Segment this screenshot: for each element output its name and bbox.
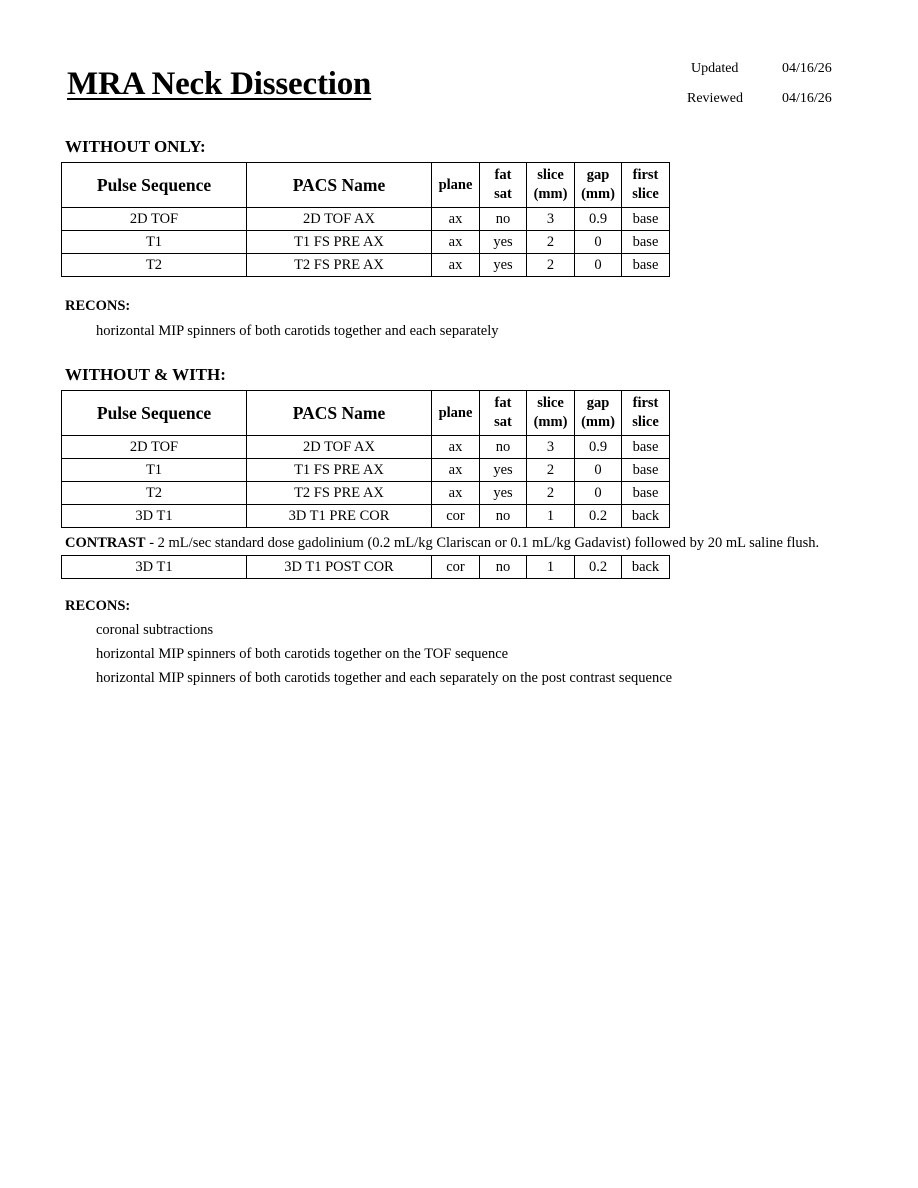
reviewed-date: 04/16/26 [782,91,832,106]
header-pacs-name: PACS Name [247,391,432,436]
header-slice: slice (mm) [527,391,575,436]
cell-plane: cor [432,556,480,579]
cell-pacs-name: T2 FS PRE AX [247,482,432,505]
table-row [62,231,670,254]
contrast-note [65,535,819,552]
cell-gap: 0 [575,254,622,277]
cell-fat-sat: no [480,556,527,579]
table-row [62,556,670,579]
header-plane: plane [432,163,480,208]
contrast-text: - 2 mL/sec standard dose gadolinium (0.2 mL/kg Clariscan or 0.1 mL/kg Gadavist) followed by 20 mL saline flush. [145,535,820,551]
updated-label: Updated [691,61,739,76]
cell-first-slice: base [622,208,670,231]
cell-fat-sat: yes [480,231,527,254]
cell-slice: 2 [527,254,575,277]
cell-fat-sat: no [480,208,527,231]
cell-gap: 0.2 [575,556,622,579]
cell-gap: 0.2 [575,505,622,528]
header-gap: gap (mm) [575,391,622,436]
cell-gap: 0.9 [575,436,622,459]
cell-plane: ax [432,231,480,254]
recon-item: horizontal MIP spinners of both carotids together and each separately on the post contrast sequence [96,670,673,686]
header-pacs-name: PACS Name [247,163,432,208]
cell-slice: 2 [527,231,575,254]
cell-first-slice: back [622,505,670,528]
cell-slice: 1 [527,556,575,579]
header-pulse-sequence: Pulse Sequence [62,391,247,436]
without-with-table [61,390,670,528]
cell-plane: ax [432,208,480,231]
cell-slice: 1 [527,505,575,528]
cell-fat-sat: yes [480,459,527,482]
cell-pulse-sequence: 3D T1 [62,505,247,528]
cell-plane: ax [432,254,480,277]
cell-first-slice: base [622,482,670,505]
cell-fat-sat: no [480,505,527,528]
cell-pacs-name: T1 FS PRE AX [247,231,432,254]
cell-pacs-name: 2D TOF AX [247,436,432,459]
header-pulse-sequence: Pulse Sequence [62,163,247,208]
table-row [62,436,670,459]
cell-first-slice: base [622,254,670,277]
cell-pulse-sequence: T2 [62,254,247,277]
table-row [62,482,670,505]
cell-plane: ax [432,436,480,459]
header-first-slice: first slice [622,391,670,436]
recon-item: coronal subtractions [96,622,214,638]
cell-pacs-name: 3D T1 POST COR [247,556,432,579]
cell-gap: 0 [575,231,622,254]
without-with-heading: WITHOUT & WITH: [65,365,226,384]
cell-plane: cor [432,505,480,528]
cell-slice: 2 [527,482,575,505]
cell-pulse-sequence: 3D T1 [62,556,247,579]
without-only-heading: WITHOUT ONLY: [65,137,206,156]
cell-gap: 0.9 [575,208,622,231]
cell-pulse-sequence: T1 [62,231,247,254]
cell-pacs-name: 2D TOF AX [247,208,432,231]
cell-fat-sat: yes [480,482,527,505]
table-row [62,208,670,231]
header-slice: slice (mm) [527,163,575,208]
cell-slice: 3 [527,436,575,459]
table-row [62,505,670,528]
cell-gap: 0 [575,459,622,482]
table-header-row [62,163,670,208]
cell-pacs-name: T2 FS PRE AX [247,254,432,277]
cell-plane: ax [432,459,480,482]
cell-pulse-sequence: T1 [62,459,247,482]
cell-pacs-name: T1 FS PRE AX [247,459,432,482]
without-only-recons-heading: RECONS: [65,298,131,314]
page-title: MRA Neck Dissection [67,66,372,102]
cell-pulse-sequence: T2 [62,482,247,505]
cell-gap: 0 [575,482,622,505]
cell-pulse-sequence: 2D TOF [62,436,247,459]
reviewed-label: Reviewed [687,91,743,106]
without-only-table [61,162,670,277]
cell-first-slice: base [622,231,670,254]
updated-date: 04/16/26 [782,61,832,76]
header-gap: gap (mm) [575,163,622,208]
cell-fat-sat: no [480,436,527,459]
cell-pulse-sequence: 2D TOF [62,208,247,231]
header-first-slice: first slice [622,163,670,208]
table-row [62,254,670,277]
table-header-row [62,391,670,436]
cell-plane: ax [432,482,480,505]
cell-pacs-name: 3D T1 PRE COR [247,505,432,528]
header-fat-sat: fat sat [480,163,527,208]
table-row [62,459,670,482]
header-plane: plane [432,391,480,436]
contrast-label: CONTRAST [65,535,146,551]
header-fat-sat: fat sat [480,391,527,436]
recon-item: horizontal MIP spinners of both carotids together on the TOF sequence [96,646,509,662]
cell-first-slice: back [622,556,670,579]
cell-slice: 2 [527,459,575,482]
cell-slice: 3 [527,208,575,231]
cell-first-slice: base [622,436,670,459]
cell-fat-sat: yes [480,254,527,277]
without-with-recons-heading: RECONS: [65,598,131,614]
recon-item: horizontal MIP spinners of both carotids together and each separately [96,323,499,339]
post-contrast-table [61,555,670,579]
cell-first-slice: base [622,459,670,482]
